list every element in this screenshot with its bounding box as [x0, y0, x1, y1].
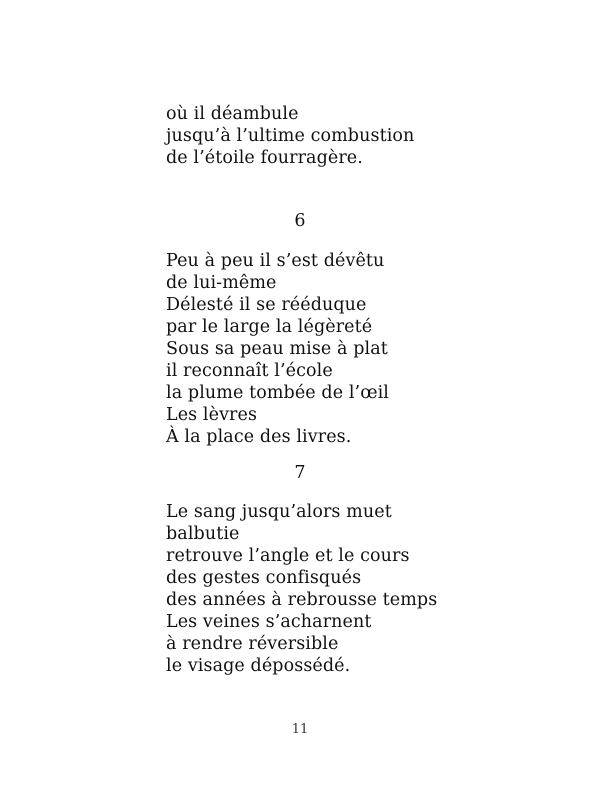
poem-line: à rendre réversible — [166, 634, 339, 654]
stanza-number: 7 — [294, 463, 306, 483]
poem-line: de l’étoile fourragère. — [166, 148, 363, 168]
poem-line: des années à rebrousse temps — [166, 590, 438, 610]
page-number: 11 — [291, 722, 309, 737]
poem-line: il reconnaît l’école — [166, 361, 333, 381]
poem-line: Peu à peu il s’est dévêtu — [166, 251, 385, 271]
poem-line: balbutie — [166, 524, 240, 544]
stanza-number: 6 — [294, 211, 306, 231]
poem-line: des gestes confisqués — [166, 568, 362, 588]
poem-line: le visage dépossédé. — [166, 656, 351, 676]
poem-line: la plume tombée de l’œil — [166, 383, 389, 403]
poem-line: Les lèvres — [166, 405, 258, 425]
poem-line: jusqu’à l’ultime combustion — [166, 126, 415, 146]
poem-line: À la place des livres. — [166, 427, 352, 447]
poem-line: par le large la légèreté — [166, 317, 373, 337]
poem-line: Délesté il se rééduque — [166, 295, 367, 315]
poem-line: Le sang jusqu’alors muet — [166, 502, 392, 522]
poem-line: Les veines s’acharnent — [166, 612, 372, 632]
poem-line: de lui-même — [166, 273, 277, 293]
poem-line: Sous sa peau mise à plat — [166, 339, 388, 359]
poem-line: où il déambule — [166, 104, 299, 124]
poem-line: retrouve l’angle et le cours — [166, 546, 410, 566]
